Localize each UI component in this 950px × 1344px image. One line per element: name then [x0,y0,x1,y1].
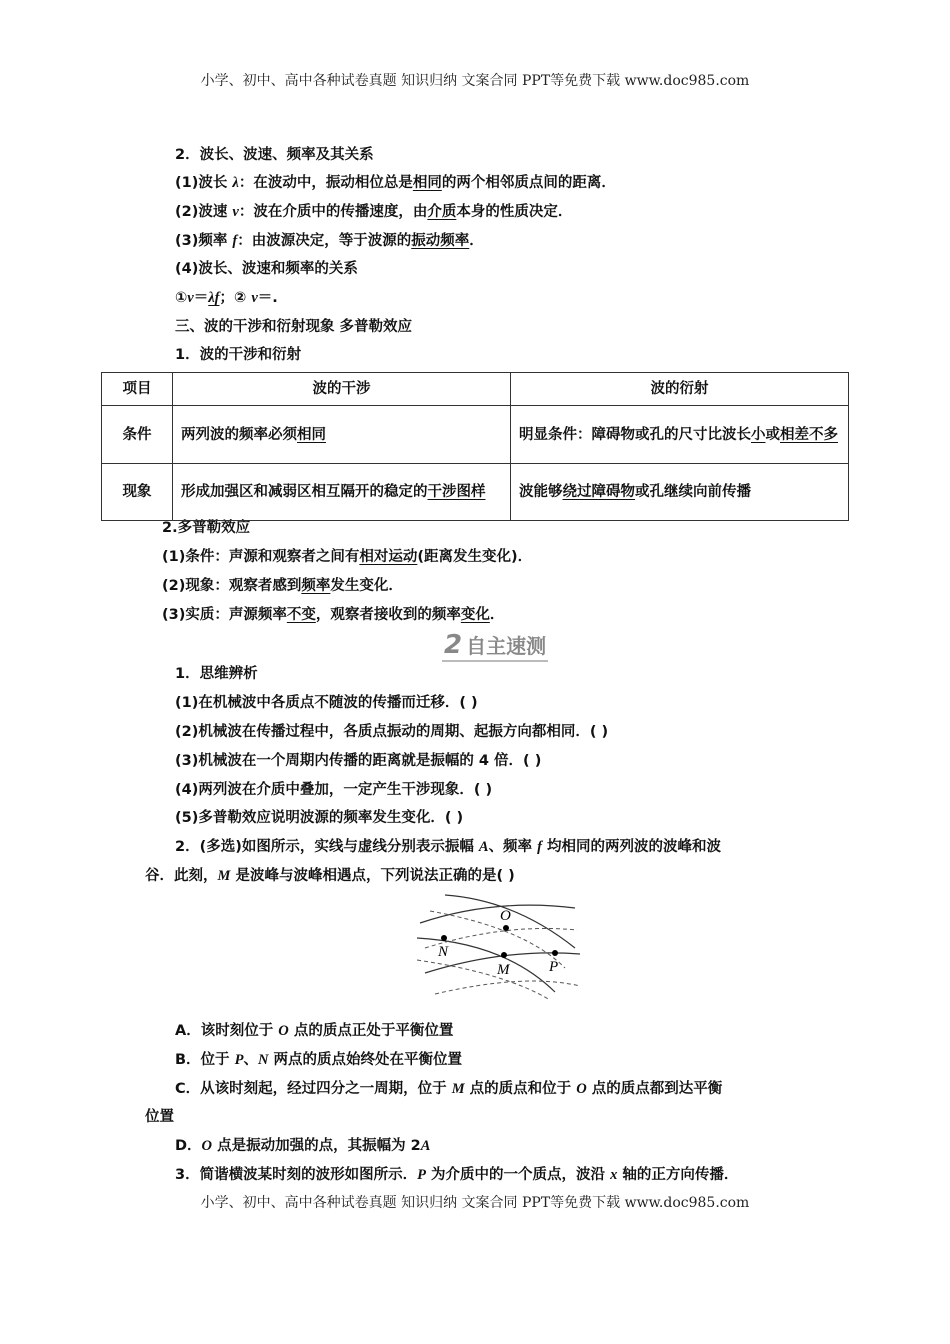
underlined-answer: 干涉图样 [427,484,486,500]
point-p [552,950,558,956]
math-symbol: λ [232,175,239,191]
banner-number: 2 [444,630,463,660]
text-line [175,693,478,713]
underlined-answer: 频率 [301,578,331,594]
text-segment: (3)实质：声源频率 [162,607,287,623]
math-symbol: f [232,233,238,249]
text-line [175,780,492,800]
math-symbol: x [610,1167,618,1183]
math-symbol: O [278,1023,289,1039]
math-symbol: O [201,1138,213,1154]
text-segment: 轴的正方向传播． [617,1167,739,1183]
underlined-answer: 变化 [460,607,490,623]
label-p: P [549,959,559,975]
text-line [175,837,721,857]
text-segment: 明显条件：障碍物或孔的尺寸比波长 [519,426,751,443]
text-segment: (1)在机械波中各质点不随波的传播而迁移．( ) [175,695,478,711]
text-line [175,1165,738,1185]
solid-crest-line [420,905,575,923]
table-cell [173,406,511,464]
underlined-answer: 小 [751,426,766,443]
table-cell [102,406,173,464]
point-o [503,925,509,931]
banner-label: 自主速测 [466,634,547,658]
text-segment: ． [469,233,484,249]
text-segment: (4)波长、波速和频率的关系 [175,261,358,277]
text-segment: A．该时刻位于 [175,1023,279,1039]
math-symbol: M [451,1081,465,1097]
text-line [145,866,515,886]
text-line [162,576,403,596]
text-segment: 3．简谐横波某时刻的波形如图所示． [175,1167,418,1183]
text-line [145,1107,174,1127]
text-segment: 两列波的频率必须 [181,426,297,443]
text-segment: 、频率 [488,839,538,855]
text-segment: 1．思维辨析 [175,666,258,682]
text-line [175,145,374,165]
underlined-answer: 介质 [427,204,457,220]
text-segment: (4)两列波在介质中叠加，一定产生干涉现象．( ) [175,782,493,798]
point-n [441,935,447,941]
text-segment: 波能够 [519,484,563,500]
underlined-answer: 振动频率 [411,233,470,249]
page-header: 小学、初中、高中各种试卷真题 知识归纳 文案合同 PPT等免费下载 www.doc985.com [200,73,750,89]
text-segment: 的两个相邻质点间的距离． [441,175,616,191]
text-segment: 点的质点正处于平衡位置 [288,1023,454,1039]
text-segment: 1．波的干涉和衍射 [175,347,302,363]
text-line [175,1136,430,1156]
text-segment: D． [175,1138,202,1154]
table-header: 波的衍射 [511,373,849,406]
text-segment: 谷．此刻， [145,868,218,884]
text-segment: (3)频率 [175,233,233,249]
section-banner [442,630,548,662]
text-segment: 2．波长、波速、频率及其关系 [175,147,374,163]
text-segment: 形成加强区和减弱区相互隔开的稳定的 [181,484,428,500]
text-segment: ：波在介质中的传播速度，由 [238,204,428,220]
text-segment: 或 [765,426,780,443]
text-line [175,664,258,684]
text-line [175,751,541,771]
math-symbol: P [417,1167,426,1183]
text-segment: 点的质点都到达平衡 [586,1081,723,1097]
text-segment: ；② [219,290,252,306]
interference-diffraction-table [101,372,849,521]
text-line [175,259,358,279]
text-line [175,1079,722,1099]
math-symbol: v [251,290,258,306]
text-segment: 为介质中的一个质点，波沿 [425,1167,611,1183]
text-segment: 两点的质点始终处在平衡位置 [268,1052,463,1068]
text-segment: ，观察者接收到的频率 [315,607,461,623]
text-segment: 点的质点和位于 [464,1081,577,1097]
text-segment: 或孔继续向前传播 [635,484,751,500]
text-line [175,317,412,337]
math-symbol: P [234,1052,244,1068]
text-segment: C．从该时刻起，经过四分之一周期，位于 [175,1081,452,1097]
text-line [162,518,250,538]
table-cell [511,406,849,464]
text-line [175,1021,453,1041]
dashed-trough-line [430,911,565,968]
math-symbol: A [478,839,489,855]
text-segment: ＝ [193,290,209,306]
underlined-answer: 相同 [412,175,442,191]
table-header: 波的干涉 [173,373,511,406]
text-line [175,202,572,222]
text-line [175,722,608,742]
text-line [175,173,616,193]
text-segment: B．位于 [175,1052,235,1068]
label-m: M [497,962,510,978]
math-symbol: N [257,1052,269,1068]
underlined-answer: 相差不多 [780,426,838,443]
text-segment: (1)波长 [175,175,233,191]
table-cell [102,464,173,521]
text-line [175,345,301,365]
math-symbol: f [537,839,542,855]
text-segment: ① [175,290,188,306]
text-segment: ：在波动中，振动相位总是 [238,175,413,191]
label-n: N [438,944,449,960]
text-segment: 本身的性质决定． [456,204,573,220]
text-segment: (3)机械波在一个周期内传播的距离就是振幅的 4 倍．( ) [175,753,542,769]
text-segment: ：由波源决定，等于波源的 [237,233,412,249]
text-segment: 2.多普勒效应 [162,520,251,536]
text-line [175,808,463,828]
math-symbol: v [232,204,239,220]
text-line [162,547,532,567]
text-line [175,1050,462,1070]
dashed-trough-line [435,981,580,994]
underlined-answer: 不变 [286,607,316,623]
text-segment: 发生变化． [330,578,403,594]
table-cell [173,464,511,521]
text-segment: 位置 [145,1109,174,1125]
text-segment: 现象 [122,484,152,500]
math-symbol: v [187,290,194,306]
point-m [501,952,507,958]
underlined-answer: 绕过障碍物 [562,484,635,500]
table-header: 项目 [102,373,173,406]
text-segment: 三、波的干涉和衍射现象 多普勒效应 [175,319,413,335]
table-cell [511,464,849,521]
text-segment: 点是振动加强的点，其振幅为 2 [212,1138,421,1154]
text-line [162,605,504,625]
text-segment: (2)现象：观察者感到 [162,578,302,594]
text-segment: (1)条件：声源和观察者之间有 [162,549,360,565]
wave-interference-figure [405,888,580,1000]
math-symbol: A [420,1138,431,1154]
text-segment: 、 [243,1052,258,1068]
text-line [175,231,484,251]
math-symbol: M [217,868,231,884]
underlined-answer: 相同 [297,426,326,443]
text-segment: ． [489,607,505,623]
text-segment: 是波峰与波峰相遇点，下列说法正确的是( ) [230,868,515,884]
text-segment: 均相同的两列波的波峰和波 [541,839,722,855]
text-segment: (2)机械波在传播过程中，各质点振动的周期、起振方向都相同．( ) [175,724,609,740]
underlined-answer: 相对运动 [359,549,418,565]
text-segment: (距离发生变化)． [417,549,533,565]
math-symbol: O [576,1081,587,1097]
text-line [175,288,278,308]
text-segment: (5)多普勒效应说明波源的频率发生变化．( ) [175,810,464,826]
page-footer: 小学、初中、高中各种试卷真题 知识归纳 文案合同 PPT等免费下载 www.doc985.com [200,1195,750,1211]
text-segment: 2．(多选)如图所示，实线与虚线分别表示振幅 [175,839,479,855]
text-segment: 条件 [122,426,152,443]
text-segment: ＝. [257,290,278,306]
underlined-answer: λf [208,290,220,306]
text-segment: (2)波速 [175,204,233,220]
label-o: O [500,908,511,924]
